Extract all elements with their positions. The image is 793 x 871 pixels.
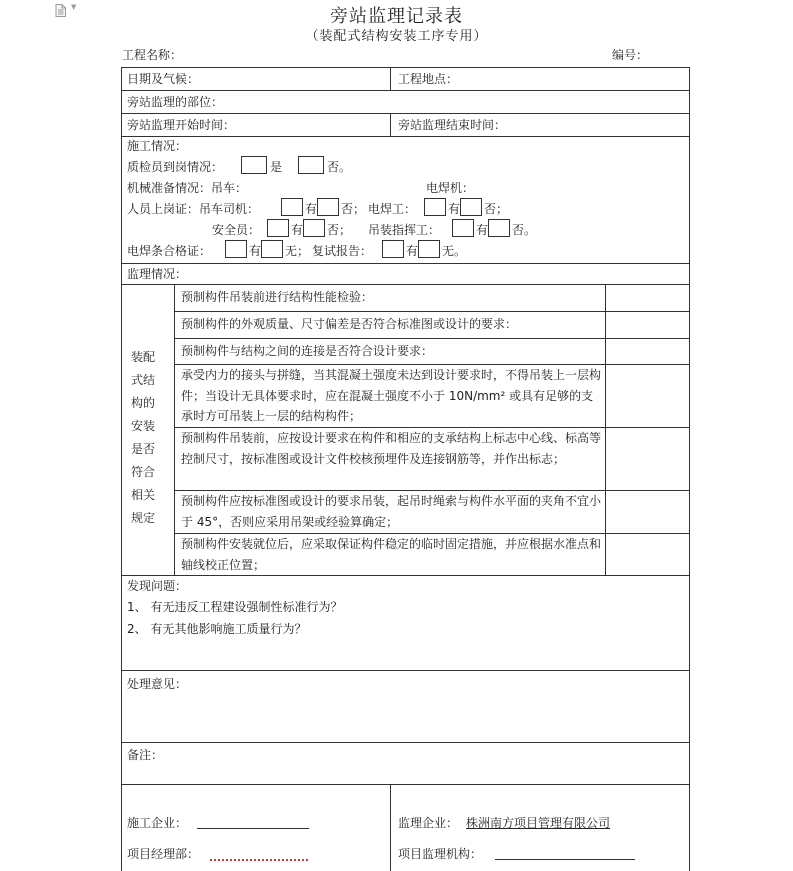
qc-yes-checkbox[interactable] xyxy=(241,156,267,174)
part-label: 旁站监理的部位： xyxy=(127,95,224,109)
supervision-item-7: 预制构件安装就位后，应采取保证构件稳定的临时固定措施，并应根据水准点和轴线校正位置； xyxy=(181,537,602,572)
qc-no-label: 否。 xyxy=(327,160,352,174)
hoist-signal-no-label: 否。 xyxy=(512,223,537,237)
safety-no-label: 否； xyxy=(327,223,352,237)
qc-label: 质检员到岗情况： xyxy=(127,160,224,174)
qc-no-checkbox[interactable] xyxy=(298,156,324,174)
supervision-heading: 监理情况： xyxy=(127,267,188,281)
issues-heading: 发现问题： xyxy=(127,579,188,593)
supervision-item-3: 预制构件与结构之间的连接是否符合设计要求： xyxy=(181,344,434,358)
spellcheck-underline xyxy=(210,859,310,861)
opinion-label: 处理意见： xyxy=(127,677,188,691)
date-weather-label: 日期及气候： xyxy=(127,72,200,86)
supervision-org-label: 项目监理机构： xyxy=(398,847,483,861)
crane-driver-no-label: 否； xyxy=(341,202,366,216)
hoist-signal-yes-label: 有 xyxy=(476,223,489,237)
location-label: 工程地点： xyxy=(398,72,459,86)
project-name-label: 工程名称： xyxy=(122,48,183,62)
safety-label: 安全员： xyxy=(212,223,261,237)
page-subtitle: （装配式结构安装工序专用） xyxy=(305,29,488,44)
hoist-signal-label: 吊装指挥工： xyxy=(368,223,441,237)
issue-question-2: 2、 有无其他影响施工质量行为？ xyxy=(127,622,307,636)
supervision-item-5: 预制构件吊装前，应按设计要求在构件和相应的支承结构上标志中心线、标高等控制尺寸，按标准图或设计文件校核预埋件及连接钢筋等，并作出标志； xyxy=(181,431,602,466)
supervision-org-line xyxy=(495,859,635,860)
electrode-cert-no-checkbox[interactable] xyxy=(261,240,283,258)
construction-heading: 施工情况： xyxy=(127,139,188,153)
welder-machine-label: 电焊机： xyxy=(426,181,475,195)
retest-yes-label: 有 xyxy=(406,244,419,258)
crane-driver-yes-checkbox[interactable] xyxy=(281,198,303,216)
supervision-company-label: 监理企业： xyxy=(398,816,459,830)
electrode-cert-no-label: 无； xyxy=(285,244,310,258)
electrode-cert-label: 电焊条合格证： xyxy=(127,244,212,258)
electrode-cert-yes-label: 有 xyxy=(249,244,262,258)
retest-no-label: 无。 xyxy=(442,244,467,258)
supervision-item-1: 预制构件吊装前进行结构性能检验： xyxy=(181,290,374,304)
hoist-signal-yes-checkbox[interactable] xyxy=(452,219,474,237)
number-label: 编号： xyxy=(612,48,649,62)
end-time-label: 旁站监理结束时间： xyxy=(398,118,507,132)
electrode-cert-yes-checkbox[interactable] xyxy=(225,240,247,258)
construction-company-label: 施工企业： xyxy=(127,816,188,830)
safety-no-checkbox[interactable] xyxy=(303,219,325,237)
crane-driver-yes-label: 有 xyxy=(305,202,318,216)
welder-yes-checkbox[interactable] xyxy=(424,198,446,216)
crane-driver-no-checkbox[interactable] xyxy=(317,198,339,216)
retest-label: 复试报告： xyxy=(312,244,373,258)
qc-yes-label: 是 xyxy=(270,160,283,174)
remarks-label: 备注： xyxy=(127,748,164,762)
safety-yes-label: 有 xyxy=(291,223,304,237)
supervision-item-6: 预制构件应按标准图或设计的要求吊装，起吊时绳索与构件水平面的夹角不宜小于 45°，否则应采用吊架或经验算确定； xyxy=(181,494,602,529)
issue-question-1: 1、 有无违反工程建设强制性标准行为？ xyxy=(127,600,343,614)
supervision-side-label: 装配式结构的安装是否符合相关规定 xyxy=(130,350,155,525)
construction-company-line xyxy=(197,828,309,829)
retest-yes-checkbox[interactable] xyxy=(382,240,404,258)
welder-no-checkbox[interactable] xyxy=(460,198,482,216)
welder-label: 电焊工： xyxy=(368,202,417,216)
retest-no-checkbox[interactable] xyxy=(418,240,440,258)
hoist-signal-no-checkbox[interactable] xyxy=(488,219,510,237)
welder-no-label: 否； xyxy=(484,202,509,216)
welder-yes-label: 有 xyxy=(448,202,461,216)
supervision-item-2: 预制构件的外观质量、尺寸偏差是否符合标准图或设计的要求： xyxy=(181,317,518,331)
page-title: 旁站监理记录表 xyxy=(330,6,463,27)
chevron-down-icon[interactable]: ▼ xyxy=(71,3,77,11)
supervision-company-name: 株洲南方项目管理有限公司 xyxy=(466,816,611,830)
supervision-item-4: 承受内力的接头与拼缝，当其混凝土强度未达到设计要求时，不得吊装上一层构件；当设计无具体要求时，应在混凝土强度不小于 10N/mm² 或具有足够的支承时方可吊装上一层的结构构件； xyxy=(181,368,602,423)
machine-label: 机械准备情况：吊车： xyxy=(127,181,248,195)
start-time-label: 旁站监理开始时间： xyxy=(127,118,236,132)
safety-yes-checkbox[interactable] xyxy=(267,219,289,237)
project-manager-label: 项目经理部： xyxy=(127,847,200,861)
personnel-label: 人员上岗证：吊车司机： xyxy=(127,202,260,216)
